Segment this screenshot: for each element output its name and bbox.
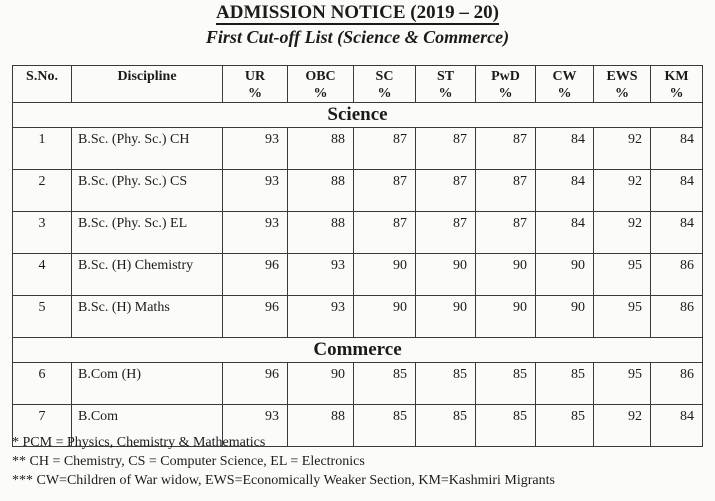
column-header-label: Discipline	[117, 69, 177, 84]
cutoff-cell: 95	[594, 254, 651, 296]
serial-cell: 3	[13, 212, 72, 254]
column-header-unit: %	[498, 86, 513, 101]
cutoff-cell: 87	[476, 128, 536, 170]
discipline-cell: B.Sc. (Phy. Sc.) CS	[72, 170, 223, 212]
cutoff-cell: 90	[416, 296, 476, 338]
cutoff-cell: 84	[651, 212, 703, 254]
cutoff-cell: 84	[651, 128, 703, 170]
discipline-cell: B.Sc. (H) Chemistry	[72, 254, 223, 296]
cutoff-cell: 85	[354, 363, 416, 405]
cutoff-cell: 87	[476, 212, 536, 254]
cutoff-cell: 92	[594, 405, 651, 447]
cutoff-cell: 84	[651, 405, 703, 447]
cutoff-cell: 85	[476, 363, 536, 405]
column-header	[536, 66, 594, 103]
column-header	[354, 66, 416, 103]
section-row	[13, 338, 703, 363]
footnote-subjects: ** CH = Chemistry, CS = Computer Science, EL = Electronics	[12, 454, 365, 469]
notice-title	[0, 2, 715, 24]
column-header-label: ST	[436, 69, 455, 84]
notice-title-text: ADMISSION NOTICE (2019 – 20)	[216, 2, 499, 23]
footnote-pcm: * PCM = Physics, Chemistry & Mathematics	[12, 435, 266, 450]
cutoff-cell: 93	[223, 128, 288, 170]
column-header-unit: %	[377, 86, 392, 101]
column-header-unit: %	[313, 86, 328, 101]
notice-subtitle: First Cut-off List (Science & Commerce)	[205, 27, 510, 47]
cutoff-cell: 87	[354, 212, 416, 254]
cutoff-cell: 87	[416, 212, 476, 254]
discipline-cell: B.Sc. (H) Maths	[72, 296, 223, 338]
column-header-unit: %	[248, 86, 262, 101]
cutoff-cell: 93	[288, 254, 354, 296]
cutoff-cell: 87	[416, 170, 476, 212]
column-header	[476, 66, 536, 103]
cutoff-cell: 96	[223, 254, 288, 296]
cutoff-cell: 92	[594, 212, 651, 254]
section-heading: Commerce	[13, 338, 703, 363]
cutoff-cell: 90	[416, 254, 476, 296]
cutoff-cell: 84	[536, 212, 594, 254]
cutoff-cell: 92	[594, 128, 651, 170]
cutoff-table	[12, 65, 703, 447]
column-header-label: EWS	[606, 69, 638, 84]
cutoff-cell: 93	[223, 170, 288, 212]
cutoff-cell: 93	[223, 212, 288, 254]
discipline-cell: B.Com	[72, 405, 223, 447]
column-header-unit: %	[557, 86, 572, 101]
serial-cell: 1	[13, 128, 72, 170]
cutoff-cell: 85	[416, 405, 476, 447]
cutoff-cell: 88	[288, 405, 354, 447]
cutoff-cell: 85	[354, 405, 416, 447]
cutoff-cell: 85	[536, 405, 594, 447]
discipline-cell: B.Com (H)	[72, 363, 223, 405]
table-row	[13, 254, 703, 296]
cutoff-cell: 93	[288, 296, 354, 338]
cutoff-cell: 87	[416, 128, 476, 170]
cutoff-cell: 84	[536, 170, 594, 212]
cutoff-cell: 90	[476, 254, 536, 296]
serial-cell: 2	[13, 170, 72, 212]
footnotes	[12, 433, 555, 490]
cutoff-cell: 87	[354, 170, 416, 212]
column-header	[416, 66, 476, 103]
column-header-label: S.No.	[26, 69, 58, 84]
discipline-cell: B.Sc. (Phy. Sc.) CH	[72, 128, 223, 170]
table-row	[13, 363, 703, 405]
cutoff-cell: 87	[476, 170, 536, 212]
cutoff-cell: 90	[476, 296, 536, 338]
cutoff-cell: 85	[476, 405, 536, 447]
column-header-label: PwD	[491, 69, 520, 84]
cutoff-cell: 95	[594, 363, 651, 405]
cutoff-cell: 96	[223, 296, 288, 338]
cutoff-cell: 84	[651, 170, 703, 212]
table-header-row	[13, 66, 703, 103]
column-header	[651, 66, 703, 103]
cutoff-cell: 90	[354, 254, 416, 296]
column-header-label: OBC	[305, 69, 336, 84]
section-heading: Science	[13, 103, 703, 128]
column-header-unit: %	[438, 86, 453, 101]
column-header-label: SC	[375, 69, 394, 84]
column-header-unit: %	[615, 86, 629, 101]
column-header	[288, 66, 354, 103]
cutoff-cell: 93	[223, 405, 288, 447]
column-header-unit: %	[669, 86, 684, 101]
footnote-categories: *** CW=Children of War widow, EWS=Economically Weaker Section, KM=Kashmiri Migrants	[12, 473, 555, 488]
serial-cell: 4	[13, 254, 72, 296]
cutoff-cell: 88	[288, 212, 354, 254]
column-header-label: KM	[664, 69, 689, 84]
cutoff-cell: 90	[354, 296, 416, 338]
column-header	[223, 66, 288, 103]
cutoff-cell: 85	[536, 363, 594, 405]
column-header	[72, 66, 223, 103]
cutoff-cell: 86	[651, 254, 703, 296]
column-header-label: CW	[552, 69, 577, 84]
cutoff-cell: 92	[594, 170, 651, 212]
section-row	[13, 103, 703, 128]
table-row	[13, 128, 703, 170]
cutoff-cell: 85	[416, 363, 476, 405]
discipline-cell: B.Sc. (Phy. Sc.) EL	[72, 212, 223, 254]
serial-cell: 7	[13, 405, 72, 447]
column-header	[594, 66, 651, 103]
cutoff-cell: 84	[536, 128, 594, 170]
cutoff-cell: 88	[288, 128, 354, 170]
column-header-label: UR	[244, 69, 266, 84]
cutoff-cell: 88	[288, 170, 354, 212]
cutoff-cell: 95	[594, 296, 651, 338]
serial-cell: 5	[13, 296, 72, 338]
serial-cell: 6	[13, 363, 72, 405]
cutoff-cell: 86	[651, 296, 703, 338]
cutoff-cell: 96	[223, 363, 288, 405]
cutoff-cell: 86	[651, 363, 703, 405]
table-row	[13, 212, 703, 254]
cutoff-cell: 87	[354, 128, 416, 170]
cutoff-cell: 90	[288, 363, 354, 405]
table-body	[13, 103, 703, 447]
table-row	[13, 170, 703, 212]
cutoff-cell: 90	[536, 296, 594, 338]
table-row	[13, 296, 703, 338]
cutoff-cell: 90	[536, 254, 594, 296]
column-header	[13, 66, 72, 103]
